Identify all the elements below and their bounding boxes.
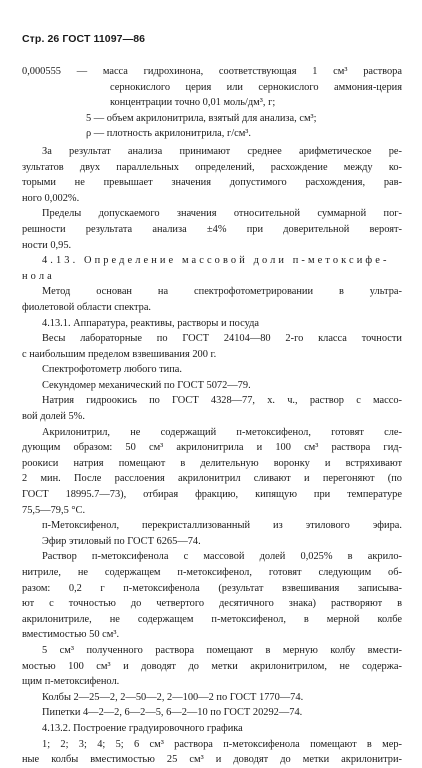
text-line: нола	[22, 270, 55, 282]
text-line: акрилонитриле, не содержащем п-метоксифенол, в мерной колбе	[22, 613, 402, 625]
text-line: Колбы 2—25—2, 2—50—2, 2—100—2 по ГОСТ 1770—74.	[42, 691, 304, 703]
text-line: разом: 0,2 г п-метоксифенола (результат взвешивания записыва-	[22, 582, 402, 594]
text-line: Пипетки 4—2—2, 6—2—5, 6—2—10 по ГОСТ 20292—74.	[42, 707, 303, 719]
text-line: вместимостью 50 см³.	[22, 629, 120, 641]
text-line: Пределы допускаемого значения относительной суммарной пог-	[42, 208, 402, 220]
text-line: ные колбы вместимостью 25 см³ и доводят до метки акрилонитри-	[22, 754, 402, 766]
text-line: 5 — объем акрилонитрила, взятый для анализа, см³;	[86, 112, 317, 124]
text-line: 4.13.1. Аппаратура, реактивы, растворы и посуда	[42, 317, 260, 329]
text-line: 5 см³ полученного раствора помещают в мерную колбу вмести-	[42, 644, 402, 656]
text-line: роокиси натрия помещают в делительную воронку и встряхивают	[22, 457, 402, 469]
text-line: 4.13.2. Построение градуировочного графика	[42, 722, 243, 734]
text-line: дующим образом: 50 см³ акрилонитрила и 100 см³ раствора гид-	[22, 442, 402, 454]
text-line: ГОСТ 18995.7—73), отбирая фракцию, кипящую при температуре	[22, 489, 402, 501]
text-line: нитриле, не содержащем п-метоксифенол, готовят следующим об-	[22, 567, 402, 578]
text-line: Спектрофотометр любого типа.	[42, 364, 183, 376]
page-header: Стр. 26 ГОСТ 11097—86	[22, 33, 146, 45]
text-line: 1; 2; 3; 4; 5; 6 см³ раствора п-метоксифенола помещают в мер-	[42, 738, 402, 750]
text-line: щим п-метоксифенол.	[22, 676, 120, 688]
text-line: сернокислого церия или сернокислого аммония-церия	[110, 81, 402, 93]
text-line: мостью 100 см³ и доводят до метки акрилонитрилом, не содержа-	[22, 660, 402, 672]
text-line: Весы лабораторные по ГОСТ 24104—80 2-го класса точности	[42, 333, 402, 345]
text-line: Натрия гидроокись по ГОСТ 4328—77, х. ч., раствор с массо-	[42, 395, 402, 407]
text-line: 0,000555 — масса гидрохинона, соответствующая 1 см³ раствора	[22, 66, 402, 77]
text-line: Эфир этиловый по ГОСТ 6265—74.	[42, 535, 201, 547]
text-line: торыми не превышает значения допустимого расхождения, рав-	[22, 177, 402, 189]
text-line: ρ — плотность акрилонитрила, г/см³.	[86, 128, 252, 140]
text-line: ют с точностью до четвертого десятичного знака) растворяют в	[22, 598, 402, 610]
text-line: с наибольшим пределом взвешивания 200 г.	[22, 348, 217, 360]
text-line: вой долей 5%.	[22, 411, 85, 423]
text-line: концентрации точно 0,01 моль/дм³, г;	[110, 97, 276, 109]
text-line: зультатов двух параллельных определений, расхождение между ко-	[22, 161, 402, 173]
text-line: Секундомер механический по ГОСТ 5072—79.	[42, 379, 251, 391]
document-page	[22, 0, 402, 766]
text-line: 75,5—79,5 °С.	[22, 504, 86, 516]
body-text	[22, 64, 402, 768]
text-line: За результат анализа принимают среднее арифметическое ре-	[42, 145, 402, 157]
text-line: 2 мин. После расслоения акрилонитрил сливают и перегоняют (по	[22, 473, 402, 485]
text-line: Акрилонитрил, не содержащий п-метоксифенол, готовят сле-	[42, 426, 402, 438]
text-line: ного 0,002%.	[22, 192, 80, 204]
text-line: Метод основан на спектрофотометрировании в ультра-	[42, 286, 402, 298]
text-line: ности 0,95.	[22, 239, 72, 251]
text-line: 4.13. Определение массовой доли п-метоксифе-	[42, 255, 390, 267]
text-line: фиолетовой области спектра.	[22, 301, 152, 313]
text-line: п-Метоксифенол, перекристаллизованный из этилового эфира.	[42, 520, 402, 532]
text-line: Раствор п-метоксифенола с массовой долей 0,025% в акрило-	[42, 551, 402, 563]
text-line: решности результата анализа ±4% при доверительной вероят-	[22, 223, 402, 235]
